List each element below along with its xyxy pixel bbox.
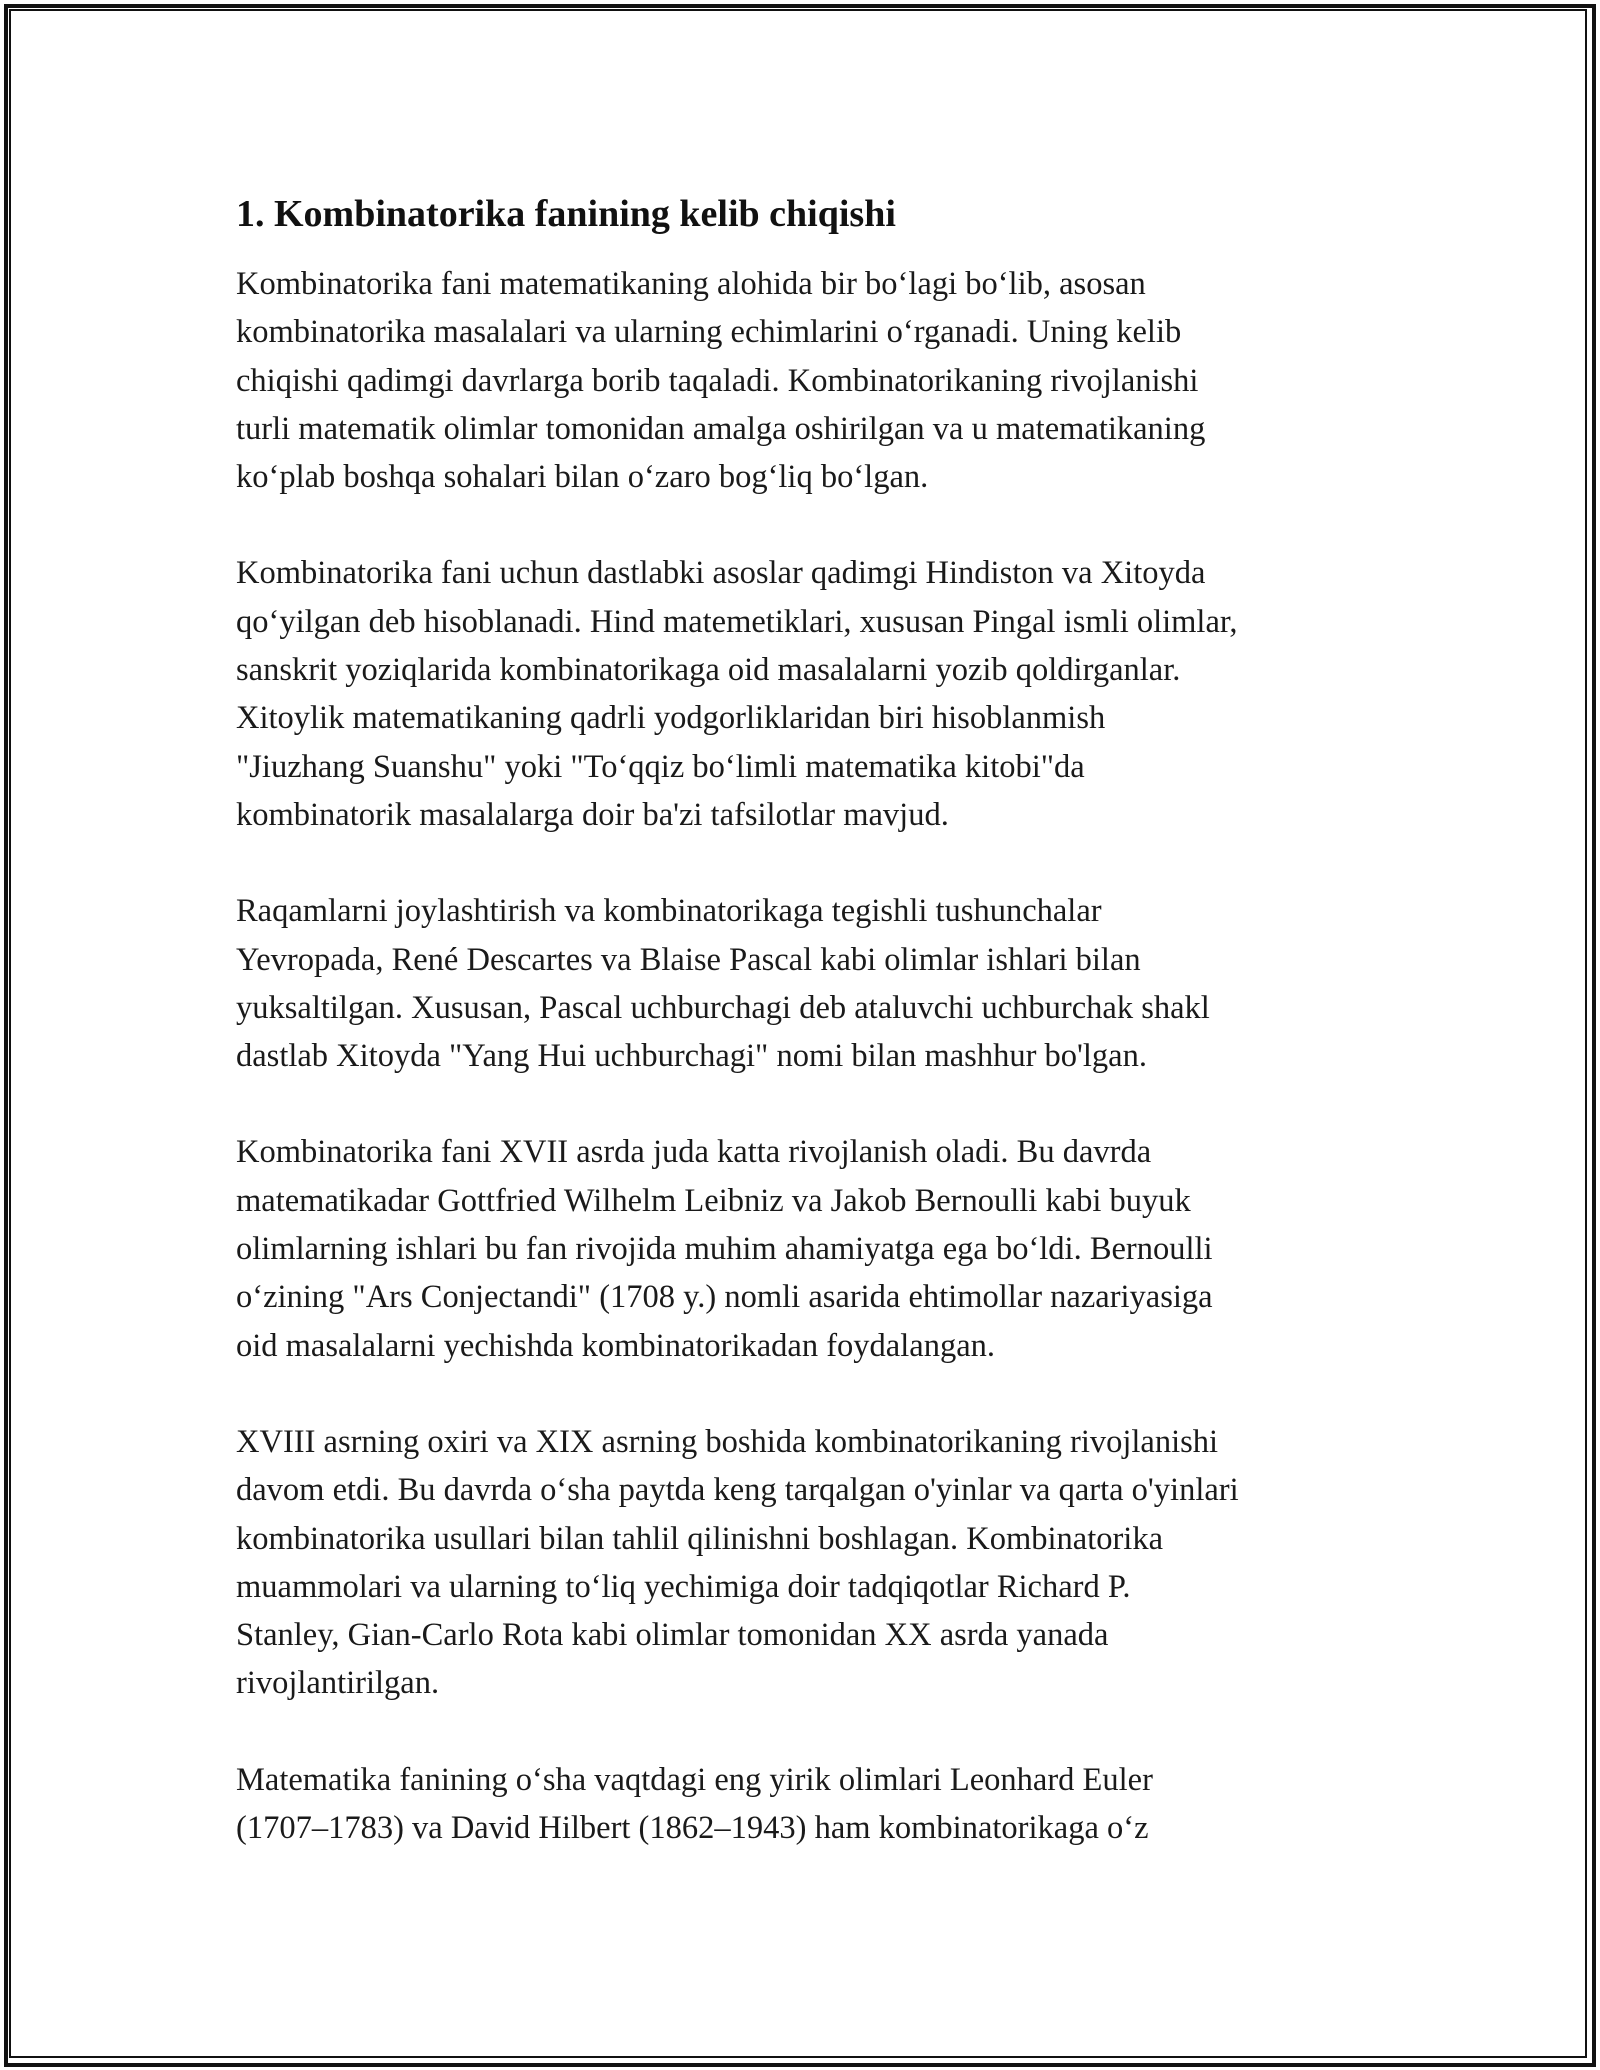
text-line: muammolari va ularning to‘liq yechimiga doir tadqiqotlar Richard P. [236,1568,1131,1605]
text-line: olimlarning ishlari bu fan rivojida muhim ahamiyatga ega bo‘ldi. Bernoulli [236,1231,1213,1268]
document-body [236,186,1386,1900]
paragraph-1 [236,260,1386,501]
text-line: davom etdi. Bu davrda o‘sha paytda keng tarqalgan o'yinlar va qarta o'yinlari [236,1472,1239,1509]
paragraph-5 [236,1418,1386,1708]
text-line: Matematika fanining o‘sha vaqtdagi eng yirik olimlari Leonhard Euler [236,1761,1153,1798]
text-line: XVIII asrning oxiri va XIX asrning boshida kombinatorikaning rivojlanishi [236,1423,1219,1460]
text-line: kombinatorika usullari bilan tahlil qilinishni boshlagan. Kombinatorika [236,1520,1164,1557]
text-line: o‘zining "Ars Conjectandi" (1708 y.) nomli asarida ehtimollar nazariyasiga [236,1279,1213,1316]
text-line: turli matematik olimlar tomonidan amalga oshirilgan va u matematikaning [236,410,1206,447]
text-line: Stanley, Gian-Carlo Rota kabi olimlar tomonidan XX asrda yanada [236,1617,1109,1654]
text-line: (1707–1783) va David Hilbert (1862–1943) ham kombinatorikaga o‘z [236,1810,1149,1847]
text-line: kombinatorika masalalari va ularning echimlarini o‘rganadi. Uning kelib [236,314,1182,351]
paragraph-3 [236,887,1386,1080]
paragraph-6 [236,1756,1386,1853]
text-line: qo‘yilgan deb hisoblanadi. Hind matemetiklari, xususan Pingal ismli olimlar, [236,603,1238,640]
text-line: matematikadar Gottfried Wilhelm Leibniz va Jakob Bernoulli kabi buyuk [236,1182,1191,1219]
text-line: Kombinatorika fani XVII asrda juda katta rivojlanish oladi. Bu davrda [236,1134,1152,1171]
paragraph-4 [236,1128,1386,1369]
text-line: ko‘plab boshqa sohalari bilan o‘zaro bog‘liq bo‘lgan. [236,459,929,496]
text-line: Kombinatorika fani matematikaning alohida bir bo‘lagi bo‘lib, asosan [236,266,1146,302]
text-line: Xitoylik matematikaning qadrli yodgorliklaridan biri hisoblanmish [236,700,1106,737]
text-line: "Jiuzhang Suanshu" yoki "To‘qqiz bo‘limli matematika kitobi"da [236,748,1085,785]
paragraph-2 [236,549,1386,839]
text-line: oid masalalarni yechishda kombinatorikadan foydalangan. [236,1327,995,1364]
text-line: sanskrit yoziqlarida kombinatorikaga oid masalalarni yozib qoldirganlar. [236,652,1181,689]
text-line: Kombinatorika fani uchun dastlabki asoslar qadimgi Hindiston va Xitoyda [236,555,1206,592]
text-line: kombinatorik masalalarga doir ba'zi tafsilotlar mavjud. [236,796,949,833]
text-line: rivojlantirilgan. [236,1665,440,1702]
text-line: Yevropada, René Descartes va Blaise Pascal kabi olimlar ishlari bilan [236,941,1141,978]
text-line: yuksaltilgan. Xususan, Pascal uchburchagi deb ataluvchi uchburchak shakl [236,989,1210,1026]
section-heading: 1. Kombinatorika fanining kelib chiqishi [236,193,896,235]
text-line: chiqishi qadimgi davrlarga borib taqaladi. Kombinatorikaning rivojlanishi [236,362,1199,399]
text-line: Raqamlarni joylashtirish va kombinatorikaga tegishli tushunchalar [236,893,1102,930]
text-line: dastlab Xitoyda "Yang Hui uchburchagi" nomi bilan mashhur bo'lgan. [236,1038,1147,1075]
